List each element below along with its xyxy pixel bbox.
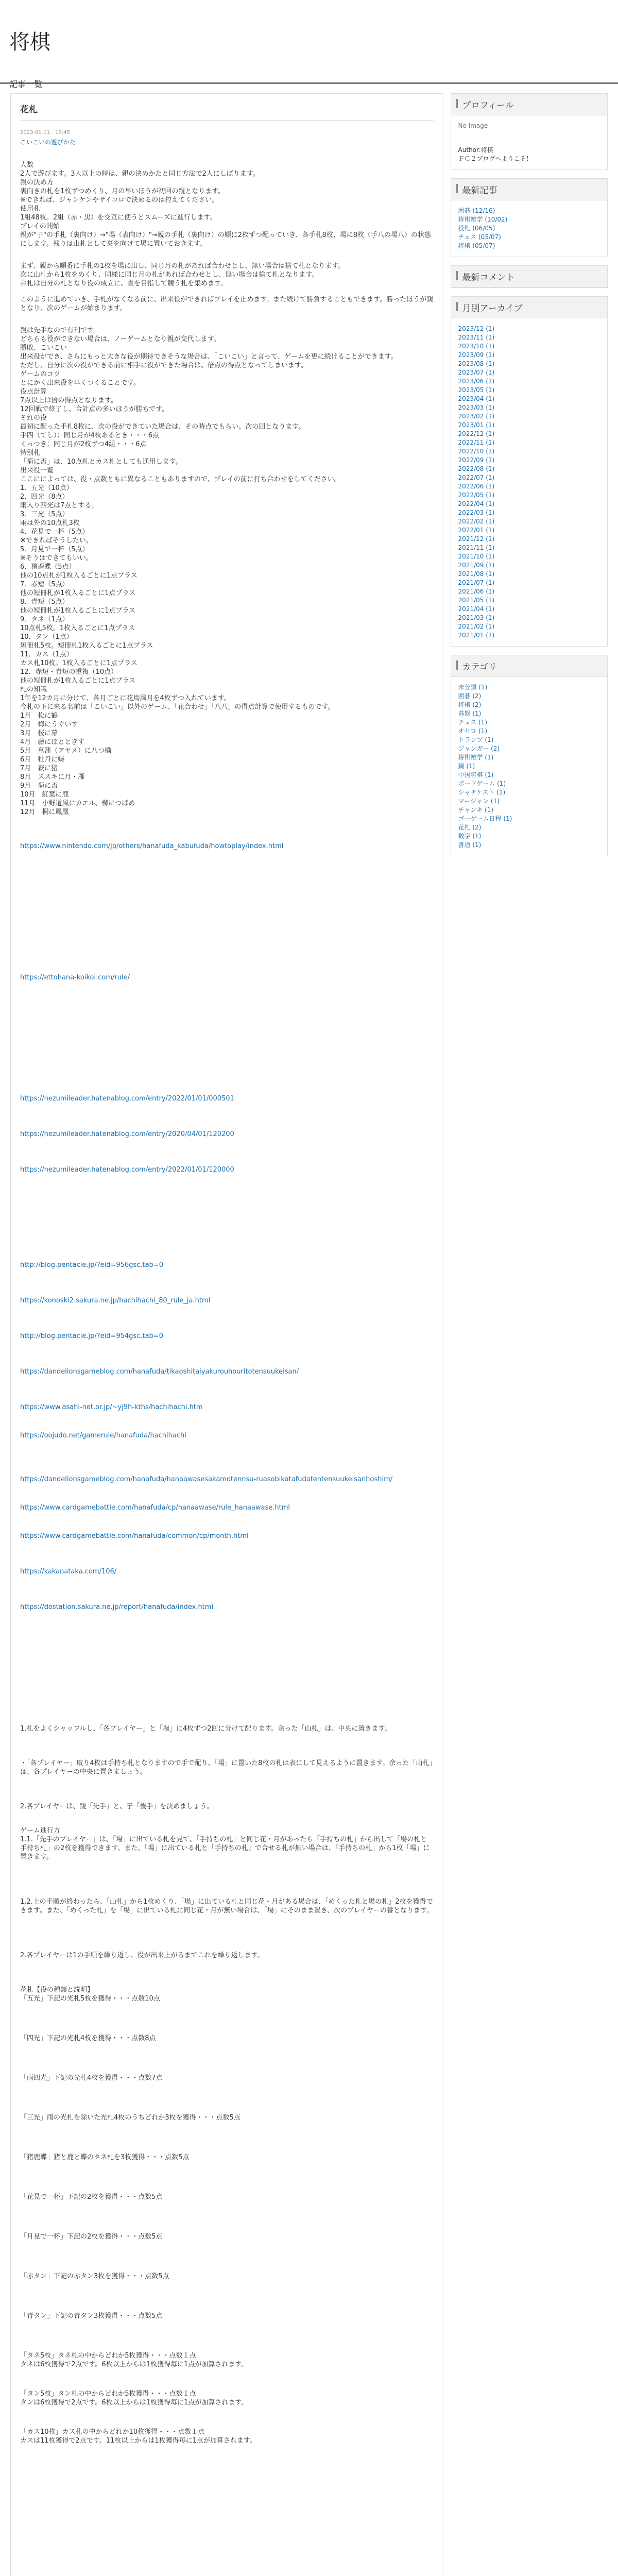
rule-paragraph: 「猪鹿蝶」猪と鹿と蝶のタネ札を3枚獲得・・・点数5点 [20, 2154, 190, 2161]
reference-link[interactable]: https://www.cardgamebattle.com/hanafuda/cp/hanaawase/rule_hanaawase.html [20, 1504, 290, 1512]
profile-image-placeholder: No Image [458, 122, 488, 129]
rule-paragraph: 「三光」雨の光札を除いた光札4枚のうちどれか3枚を獲得・・・点数5点 [20, 2114, 241, 2122]
archive-link[interactable]: 2023/08 (1) [458, 360, 495, 367]
archive-link[interactable]: 2021/03 (1) [458, 614, 495, 621]
category-link[interactable]: 書道 (1) [458, 841, 482, 849]
category-link[interactable]: 中国将棋 (1) [458, 771, 494, 778]
rule-paragraph: 「カス10枚」カス札の中からどれか10枚獲得・・・点数１点 カスは11枚獲得で2点です。11枚以上からは1枚獲得毎に1点が加算されます。 [20, 2428, 256, 2445]
category-link[interactable]: チャンキ (1) [458, 806, 493, 814]
rule-paragraph: 花札【役の種類と説明】 「五光」下記の光札5枚を獲得・・・点数10点 [20, 1986, 160, 2003]
rule-paragraph: ・「各プレイヤー」取り4枚は手持ち札となりますので手で配り、「場」に置いた8枚の札は表にして見えるように置きます。余った「山札」は、各プレイヤーの中央に置きましょう。 [20, 1759, 433, 1776]
archive-title: 月別アーカイブ [451, 297, 607, 318]
category-link[interactable]: 鍋 (1) [458, 762, 475, 770]
body-block: まず、親から順番に手札の1枚を場に出し、同じ月の札があれば合わせとし、無い場合は捨て札となります。 次に山札から1枚をめくり、同様に同じ月の札があれば合わせとし、無い場合は捨て札となります。 合札は自分の札となり役の成立に、直を目指して競う札を集めます。 [20, 262, 345, 287]
recent-post-link[interactable]: 将棋 (05/07) [458, 242, 495, 249]
rule-paragraph: ゲーム進行方 1.1.「先手のプレイヤー」は、「場」に出ている札を見て、「手持ちの札」と同じ花・月があったら「手持ちの札」から出して「場の札と手持ち札」の2枚を獲得できます。また、「場」に出ている札と「手持ちの札」で合せる札が無い場合は、「手持ちの札」から1枚「場」に置きます。 [20, 1827, 430, 1861]
archive-link[interactable]: 2023/03 (1) [458, 404, 495, 411]
reference-link[interactable]: https://nezumileader.hatenablog.com/entry/2022/01/01/000501 [20, 1095, 234, 1103]
category-link[interactable]: 将棋雑学 (1) [458, 754, 494, 761]
recent-posts-widget [451, 178, 608, 257]
category-link[interactable]: 囲碁 (2) [458, 692, 482, 700]
category-link[interactable]: マージャン (1) [458, 798, 500, 805]
archive-link[interactable]: 2021/12 (1) [458, 535, 495, 543]
category-link[interactable]: 花札 (2) [458, 824, 482, 831]
recent-post-link[interactable]: 将棋雑学 (10/02) [458, 216, 508, 223]
archive-link[interactable]: 2022/12 (1) [458, 430, 495, 437]
archive-link[interactable]: 2021/08 (1) [458, 570, 495, 578]
category-link[interactable]: チェス (1) [458, 719, 487, 726]
recent-posts-title: 最新記事 [451, 179, 607, 200]
archive-link[interactable]: 2021/07 (1) [458, 579, 495, 586]
archive-link[interactable]: 2022/05 (1) [458, 492, 495, 499]
article-list-tab[interactable]: 記事一覧 [9, 79, 43, 89]
rule-paragraph: 「四光」下記の光札4枚を獲得・・・点数8点 [20, 2035, 156, 2042]
rule-paragraph: 2.各プレイヤーは、親「先手」と、子「後手」を決めましょう。 [20, 1803, 214, 1810]
archive-link[interactable]: 2023/11 (1) [458, 334, 495, 341]
category-link[interactable]: 未分類 (1) [458, 684, 488, 691]
archive-link[interactable]: 2023/01 (1) [458, 421, 495, 429]
archive-link[interactable]: 2021/05 (1) [458, 597, 495, 604]
archive-link[interactable]: 2023/05 (1) [458, 386, 495, 394]
reference-link[interactable]: https://nezumileader.hatenablog.com/entry/2020/04/01/120200 [20, 1130, 234, 1138]
reference-link[interactable]: https://www.asahi-net.or.jp/~yj9h-kths/hachihachi.htm [20, 1403, 203, 1411]
reference-link[interactable]: https://ettohana-koikoi.com/rule/ [20, 974, 130, 981]
category-link[interactable]: ボードゲーム (1) [458, 780, 506, 787]
archive-link[interactable]: 2021/02 (1) [458, 623, 495, 630]
recent-post-link[interactable]: チェス (05/07) [458, 233, 501, 241]
body-block: このように進めていき、手札がなくなる前に、出来役ができればプレイを止めます。また続けて勝負することもできます。勝ったほうが親となり、次のゲームが始まります。 [20, 296, 434, 312]
reference-link[interactable]: https://konoski2.sakura.ne.jp/hachihachi_80_rule_ja.html [20, 1297, 211, 1304]
profile-widget [451, 93, 608, 170]
archive-link[interactable]: 2021/01 (1) [458, 632, 495, 639]
reference-link[interactable]: http://blog.pentacle.jp/?eid=956gsc.tab=0 [20, 1261, 163, 1269]
body-block: 親は先手なので有利です。 どちらも役ができない場合は、ノーゲームとなり親が交代します。 勝敗、こいこい 出来役ができ、さらにもっと大きな役が期待できそうな場合は、「こいこい」と言って、ゲームを更に続けることができます。 ただし、自分に次の役ができる前に相手に役ができた場合は、倍点の得点となってしまいます。 ゲームのコツ とにかく出来役を早くつくることです。 役点計算 7点以上は倍の得点となります。 12回戦で終了し、合計点の多いほうが勝ちです。 それの役 最初に配った手札8枚に、次の役ができていた場合は、その時点でもらい。次の回となります。 手四（てし）：同じ月が4枚あるとき・・・6点 くっつき：同じ月が2枚ずつ4組・・・6点 特別札 「菊に盃」は、10点札とカス札としても通用します。 出来役一覧 ここにによっては、役・点数ともに異なることもありますので、プレイの前に打ち合わせをしてください。 1．五光（10点） 2．四光（8点） 雨入り四光は7点とする。 3．三光（5点） 雨は外の10点札3枚 4．花見で一杯（5点） ※できればそうしたい。 5．月見で一杯（5点） ※そうはできてもいい。 6．猪鹿蝶（5点） 他の10点札が1枚入るごとに1点プラス 7．赤短（5点） 他の短冊札が1枚入るごとに1点プラス 8．青短（5点） 他の短冊札が1枚入るごとに1点プラス 9．タネ（1点） 10点札5枚。1枚入るごとに1点プラス 10．タン（1点） 短冊札5枚。短冊札1枚入るごとに1点プラス 11．カス（1点） カス札10枚。1枚入るごとに1点プラス 12．赤短・青短の重複（10点） 他の短冊札が1枚入るごとに1点プラス 札の知識 1年を12カ月に分けて、各月ごとに花鳥風月を4枚ずつ入れています。 今札の下に来る名前は「こいこい」以外のゲーム、「花合わせ」「八八」の得点計算で使用するものです。 1月 松に鶴 2月 梅にうぐいす 3月 桜に幕 4月 藤にほととぎす 5月 菖蒲（アヤメ）に八つ橋 6月 牡丹に蝶 7月 萩に猪 8月 ススキに月・雁 9月 菊に盃 10月 紅葉に鹿 11月 小野道風にカエル、柳につばめ 12月 桐に鳳凰 [20, 327, 398, 816]
rule-paragraph: 「花見で一杯」下記の2枚を獲得・・・点数5点 [20, 2193, 163, 2201]
article-date: 2023-01-11 13:45 [20, 130, 70, 135]
rule-paragraph: 「雨四光」下記の光札4枚を獲得・・・点数7点 [20, 2074, 163, 2082]
archive-link[interactable]: 2022/10 (1) [458, 448, 495, 455]
recent-comments-title: 最新コメント [451, 266, 607, 287]
rule-paragraph: 1.札をよくシャッフルし、「各プレイヤー」と「場」に4枚ずつ2回に分けて配ります。余った「山札」は、中央に置きます。 [20, 1725, 391, 1733]
category-link[interactable]: シャチケスト (1) [458, 789, 506, 796]
sidebar [451, 93, 608, 2576]
archive-link[interactable]: 2023/07 (1) [458, 369, 495, 376]
rule-paragraph: 「月見で一杯」下記の2枚を獲得・・・点数5点 [20, 2233, 163, 2241]
reference-link[interactable]: https://www.cardgamebattle.com/hanafuda/common/cp/month.html [20, 1532, 249, 1540]
rule-paragraph: 「タネ5枚」タネ札の中からどれか5枚獲得・・・点数１点 タネは6枚獲得で2点です。6枚以上からは1枚獲得毎に1点が加算されます。 [20, 2352, 248, 2368]
archive-link[interactable]: 2021/06 (1) [458, 588, 495, 595]
main-layout [0, 84, 618, 2576]
category-link[interactable]: 碁盤 (1) [458, 710, 482, 717]
rule-paragraph: 「青タン」下記の青タン3枚獲得・・・点数5点 [20, 2312, 163, 2320]
archive-link[interactable]: 2023/10 (1) [458, 343, 495, 350]
category-link[interactable]: ゴーゲーム日程 (1) [458, 815, 512, 822]
site-title[interactable]: 将棋 [9, 30, 50, 54]
archive-link[interactable]: 2022/04 (1) [458, 500, 495, 507]
archive-link[interactable]: 2021/09 (1) [458, 562, 495, 569]
rule-paragraph: 「赤タン」下記の赤タン3枚を獲得・・・点数5点 [20, 2273, 169, 2280]
archive-widget [451, 296, 608, 647]
archive-link[interactable]: 2023/12 (1) [458, 325, 495, 332]
rule-paragraph: 「タン5枚」タン札の中からどれか5枚獲得・・・点数１点 タンは6枚獲得で2点です。6枚以上からは1枚獲得毎に1点が加算されます。 [20, 2390, 248, 2406]
reference-link[interactable]: https://dandelionsgameblog.com/hanafuda/hanaawasesakamotennsu-ruasobikatafudatentensuukeisanhoshim/ [20, 1476, 393, 1483]
reference-link[interactable]: https://dandelionsgameblog.com/hanafuda/tikaoshitaiyakurouhouritotensuukeisan/ [20, 1368, 299, 1376]
recent-comments-widget [451, 265, 608, 288]
archive-link[interactable]: 2023/04 (1) [458, 395, 495, 402]
reference-link[interactable]: https://kakanataka.com/106/ [20, 1568, 117, 1575]
category-link[interactable]: オセロ (1) [458, 727, 487, 735]
archive-link[interactable]: 2022/06 (1) [458, 483, 495, 490]
article-title[interactable]: 花札 [20, 102, 434, 121]
rule-paragraph: 1.2.上の手順が終わったら、「山札」から1枚めくり、「場」に出ている札と同じ花・月がある場合は、「めくった札と場の札」2枚を獲得できます。また、「めくった札」を「場」に出ている札に同じ花・月が無い場合は、「場」にそのまま置き、次のプレイヤーの番となります。 [20, 1898, 433, 1914]
archive-link[interactable]: 2021/11 (1) [458, 544, 495, 551]
recent-post-link[interactable]: 囲碁 (12/16) [458, 207, 495, 214]
reference-link[interactable]: https://www.nintendo.com/jp/others/hanafuda_kabufuda/howtoplay/index.html [20, 842, 284, 850]
archive-link[interactable]: 2023/06 (1) [458, 378, 495, 385]
archive-link[interactable]: 2022/07 (1) [458, 474, 495, 481]
archive-link[interactable]: 2023/09 (1) [458, 351, 495, 359]
archive-link[interactable]: 2021/10 (1) [458, 553, 495, 560]
archive-link[interactable]: 2022/01 (1) [458, 527, 495, 534]
reference-link[interactable]: https://oojudo.net/gamerule/hanafuda/hachihachi [20, 1432, 186, 1439]
article [10, 93, 443, 2576]
reference-link[interactable]: http://blog.pentacle.jp/?eid=954gsc.tab=0 [20, 1332, 163, 1340]
reference-link[interactable]: https://nezumileader.hatenablog.com/entry/2022/01/01/120000 [20, 1166, 234, 1174]
archive-link[interactable]: 2022/09 (1) [458, 456, 495, 464]
category-link[interactable]: 数字 (1) [458, 833, 482, 840]
archive-link[interactable]: 2022/08 (1) [458, 465, 495, 472]
profile-title: プロフィール [451, 94, 607, 115]
body-block: 人数 2人で遊びます。3人以上の時は、親の決めかたと同じ方法で2人にしぼります。 親の決め方 裏向きの札を1枚ずつめくり、月の早いほうが初回の親となります。 ※できれば、ジャンケンやサイコロで決めるのは控えてください。 使用札 1組48枚。2組（赤・黒）を交互に使うとスムーズに進行します。 プレイの開始 親が"子"の手札（裏向け）→"場（表向け）"→親の手札（裏向け）の順に2枚ずつ配っていき、各手札8枚、場に8枚（手八の場八）の状態にします。残りは山札として裏を向けて場に置いておきます。 [20, 161, 431, 248]
archive-link[interactable]: 2023/02 (1) [458, 413, 495, 420]
category-link[interactable]: トランプ (1) [458, 736, 494, 743]
article-category[interactable]: こいこいの遊びかた [20, 139, 76, 146]
category-link[interactable]: 将棋 (2) [458, 701, 482, 708]
rule-paragraph: 2.各プレイヤーは1の手順を繰り返し、役が出来上がるまでこれを繰り返します。 [20, 1952, 264, 1959]
archive-link[interactable]: 2022/02 (1) [458, 518, 495, 525]
article-body [20, 161, 434, 2445]
category-title: カテゴリ [451, 655, 607, 677]
archive-link[interactable]: 2022/11 (1) [458, 439, 495, 446]
archive-link[interactable]: 2021/04 (1) [458, 605, 495, 613]
category-link[interactable]: ジャンガー (2) [458, 745, 500, 752]
recent-post-link[interactable]: 役札 (06/05) [458, 225, 495, 232]
reference-link[interactable]: https://dostation.sakura.ne.jp/report/hanafuda/index.html [20, 1603, 214, 1611]
category-widget [451, 655, 608, 856]
archive-link[interactable]: 2022/03 (1) [458, 509, 495, 516]
site-header [0, 0, 618, 89]
profile-author: Author:将棋 ＦＣ２ブログへようこそ！ [458, 146, 533, 162]
